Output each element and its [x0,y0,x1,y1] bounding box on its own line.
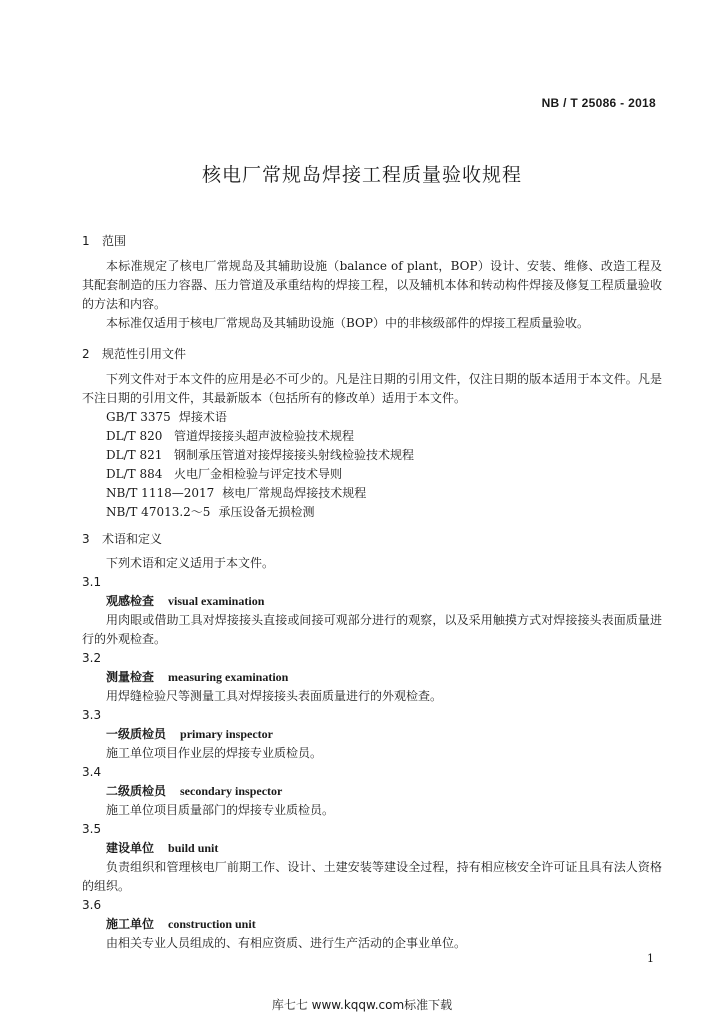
section-scope [82,232,662,333]
term-number: 3.2 [82,651,102,665]
section-heading [82,530,662,549]
reference-title: 管道焊接接头超声波检验技术规程 [174,429,355,443]
term-cn: 建设单位 [106,841,155,855]
term-en: primary inspector [180,727,273,741]
term-definition: 用焊缝检验尺等测量工具对焊接接头表面质量进行的外观检查。 [106,689,443,703]
term-definition: 由相关专业人员组成的、有相应资质、进行生产活动的企事业单位。 [106,936,467,950]
term-definition: 施工单位项目质量部门的焊接专业质检员。 [106,803,335,817]
term-cn: 测量检查 [106,670,155,684]
section-title: 范围 [102,234,127,248]
reference-title: 承压设备无损检测 [218,505,315,519]
term-en: secondary inspector [180,784,283,798]
paragraph: 下列术语和定义适用于本文件。 [106,556,275,570]
reference-code: DL/T 884 [106,467,163,481]
term-heading [82,782,662,801]
paragraph: 本标准仅适用于核电厂常规岛及其辅助设施（BOP）中的非核级部件的焊接工程质量验收。 [106,316,589,330]
term-number: 3.3 [82,708,102,722]
reference-title: 钢制承压管道对接焊接接头射线检验技术规程 [174,448,415,462]
term-cn: 观感检查 [106,594,155,608]
reference-title: 火电厂金相检验与评定技术导则 [174,467,343,481]
term-en: construction unit [168,917,256,931]
term-definition: 用肉眼或借助工具对焊接接头直接或间接可观部分进行的观察，以及采用触摸方式对焊接接头表面质量进行的外观检查。 [82,613,662,646]
paragraph: 本标准规定了核电厂常规岛及其辅助设施（balance of plant，BOP）设计、安装、维修、改造工程及其配套制造的压力容器、压力管道及承重结构的焊接工程，以及辅机本体和转动构件焊接及修复工程质量验收的方法和内容。 [82,259,662,311]
reference-title: 核电厂常规岛焊接技术规程 [222,486,367,500]
section-normative-references [82,345,662,522]
reference-item [82,503,662,522]
reference-item [82,465,662,484]
reference-code: DL/T 820 [106,429,163,443]
term-definition: 负责组织和管理核电厂前期工作、设计、土建安装等建设全过程，持有相应核安全许可证且具有法人资格的组织。 [82,860,662,893]
term-en: visual examination [168,594,265,608]
term-number: 3.5 [82,822,102,836]
section-number: 1 [82,234,90,248]
term-cn: 施工单位 [106,917,155,931]
term-heading [82,668,662,687]
reference-code: GB/T 3375 [106,410,171,424]
reference-item [82,408,662,427]
footer-watermark: 库七七 www.kqqw.com标准下载 [271,998,453,1012]
reference-code: NB/T 1118—2017 [106,486,215,500]
term-en: measuring examination [168,670,289,684]
section-number: 2 [82,347,90,361]
section-heading [82,345,662,364]
document-title: 核电厂常规岛焊接工程质量验收规程 [201,164,522,186]
section-heading [82,232,662,251]
section-terms-definitions [82,530,662,953]
term-definition: 施工单位项目作业层的焊接专业质检员。 [106,746,323,760]
reference-item [82,427,662,446]
term-heading [82,839,662,858]
term-number: 3.4 [82,765,102,779]
term-number: 3.6 [82,898,102,912]
section-number: 3 [82,532,90,546]
section-title: 术语和定义 [102,532,163,546]
reference-item [82,446,662,465]
term-heading [82,592,662,611]
term-heading [82,725,662,744]
reference-code: NB/T 47013.2～5 [106,505,211,519]
reference-code: DL/T 821 [106,448,163,462]
term-en: build unit [168,841,219,855]
reference-title: 焊接术语 [178,410,227,424]
term-number: 3.1 [82,575,102,589]
reference-item [82,484,662,503]
term-cn: 一级质检员 [106,727,167,741]
paragraph: 下列文件对于本文件的应用是必不可少的。凡是注日期的引用文件，仅注日期的版本适用于本文件。凡是不注日期的引用文件，其最新版本（包括所有的修改单）适用于本文件。 [82,372,662,405]
section-title: 规范性引用文件 [102,347,187,361]
term-heading [82,915,662,934]
term-cn: 二级质检员 [106,784,167,798]
page-number: 1 [647,952,654,965]
standard-code: NB / T 25086 - 2018 [541,96,656,110]
